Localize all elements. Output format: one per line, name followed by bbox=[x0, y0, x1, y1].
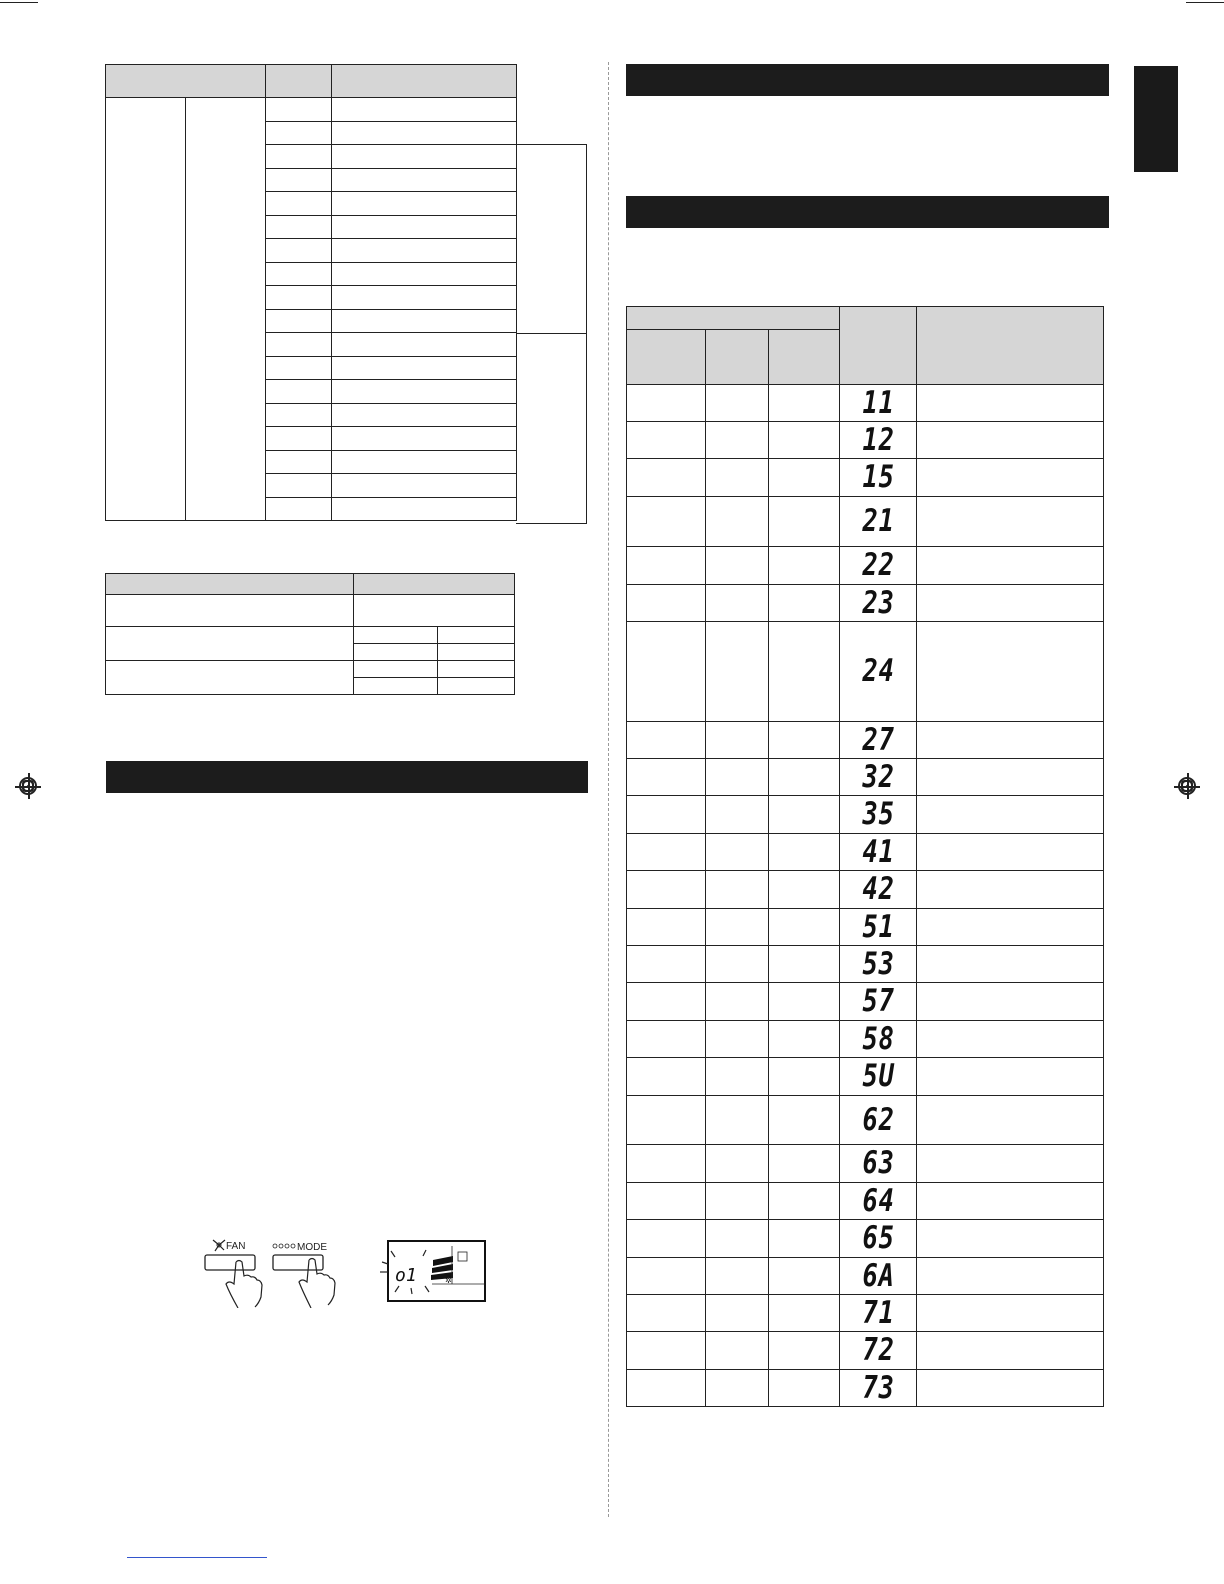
table-cell bbox=[265, 474, 332, 498]
table-cell bbox=[768, 871, 840, 909]
table-cell bbox=[917, 422, 1104, 459]
error-code-display: 6A bbox=[862, 1257, 895, 1294]
table-cell bbox=[265, 333, 332, 357]
table-cell bbox=[768, 722, 840, 759]
table-cell bbox=[627, 1096, 706, 1145]
table-row bbox=[627, 1332, 1104, 1370]
table-cell bbox=[438, 627, 515, 644]
table-cell bbox=[627, 547, 706, 585]
table-row bbox=[627, 1058, 1104, 1096]
function-settings-table bbox=[105, 64, 517, 521]
table-cell bbox=[705, 1183, 768, 1220]
error-code-display: 24 bbox=[862, 653, 895, 689]
section-header-bar-1 bbox=[626, 64, 1109, 96]
table-cell bbox=[705, 622, 768, 722]
error-code-cell bbox=[840, 759, 917, 796]
table-cell bbox=[917, 796, 1104, 834]
table-cell bbox=[705, 547, 768, 585]
table-cell bbox=[768, 547, 840, 585]
table-cell bbox=[438, 678, 515, 695]
setting-value-table bbox=[105, 573, 515, 695]
table-cell bbox=[332, 356, 517, 380]
merged-cell bbox=[106, 98, 186, 521]
error-code-cell bbox=[840, 497, 917, 547]
table-cell bbox=[332, 215, 517, 239]
error-code-display: 72 bbox=[862, 1332, 895, 1368]
error-code-display: 21 bbox=[862, 503, 895, 539]
table-cell bbox=[106, 627, 354, 661]
table-row bbox=[627, 946, 1104, 983]
table-row bbox=[627, 385, 1104, 422]
error-code-cell bbox=[840, 547, 917, 585]
table-cell bbox=[106, 661, 354, 695]
table-cell bbox=[705, 909, 768, 946]
table-cell bbox=[332, 333, 517, 357]
table-cell bbox=[768, 1220, 840, 1258]
table-header-cell bbox=[768, 330, 840, 385]
table-cell bbox=[705, 385, 768, 422]
error-code-cell bbox=[840, 1096, 917, 1145]
table-cell bbox=[265, 192, 332, 216]
error-code-display: 22 bbox=[862, 547, 895, 583]
table-cell bbox=[917, 459, 1104, 497]
table-cell bbox=[917, 1096, 1104, 1145]
error-code-cell bbox=[840, 946, 917, 983]
error-code-cell bbox=[840, 1058, 917, 1096]
table-cell bbox=[627, 422, 706, 459]
column-divider bbox=[608, 62, 609, 1517]
table-cell bbox=[332, 98, 517, 122]
fan-icon bbox=[213, 1240, 225, 1251]
table-cell bbox=[705, 1145, 768, 1183]
table-header-cell bbox=[840, 307, 917, 385]
table-cell bbox=[917, 1145, 1104, 1183]
error-code-table bbox=[626, 306, 1104, 1407]
hand-icon bbox=[299, 1259, 335, 1309]
table-row bbox=[627, 834, 1104, 871]
crop-mark-top-right bbox=[1186, 2, 1224, 3]
table-cell bbox=[917, 1295, 1104, 1332]
table-cell bbox=[705, 1295, 768, 1332]
language-tab bbox=[1134, 66, 1178, 172]
table-cell bbox=[768, 1258, 840, 1295]
error-code-cell bbox=[840, 796, 917, 834]
table-header-cell bbox=[627, 330, 706, 385]
table-cell bbox=[627, 1332, 706, 1370]
table-cell bbox=[768, 1021, 840, 1058]
table-row bbox=[627, 1370, 1104, 1407]
table-cell bbox=[917, 497, 1104, 547]
error-code-cell bbox=[840, 1021, 917, 1058]
table-cell bbox=[627, 722, 706, 759]
table-cell bbox=[354, 595, 515, 627]
table-cell bbox=[332, 380, 517, 404]
table-cell bbox=[705, 983, 768, 1021]
table-cell bbox=[768, 909, 840, 946]
error-code-cell bbox=[840, 1295, 917, 1332]
table-cell bbox=[768, 759, 840, 796]
table-cell bbox=[705, 871, 768, 909]
error-code-display: 73 bbox=[862, 1369, 895, 1406]
table-cell bbox=[627, 622, 706, 722]
table-cell bbox=[917, 946, 1104, 983]
table-cell bbox=[627, 796, 706, 834]
error-code-cell bbox=[840, 1258, 917, 1295]
table-cell bbox=[768, 385, 840, 422]
table-cell bbox=[705, 422, 768, 459]
error-code-display: 65 bbox=[862, 1220, 895, 1256]
table-row bbox=[627, 1220, 1104, 1258]
error-code-display: 15 bbox=[862, 459, 895, 495]
error-code-display: 42 bbox=[862, 871, 895, 907]
table-header-cell bbox=[332, 65, 517, 98]
table-cell bbox=[354, 678, 438, 695]
error-code-cell bbox=[840, 1220, 917, 1258]
error-code-cell bbox=[840, 834, 917, 871]
table-cell bbox=[438, 644, 515, 661]
remote-illustration-svg bbox=[196, 1236, 496, 1308]
table-cell bbox=[265, 145, 332, 169]
table-row bbox=[627, 759, 1104, 796]
error-code-cell bbox=[840, 1370, 917, 1407]
table-cell bbox=[265, 262, 332, 286]
table-cell bbox=[768, 1058, 840, 1096]
error-code-cell bbox=[840, 722, 917, 759]
fan-button[interactable] bbox=[205, 1255, 255, 1270]
table-cell bbox=[332, 474, 517, 498]
table-cell bbox=[265, 239, 332, 263]
table-cell bbox=[768, 983, 840, 1021]
table-cell bbox=[627, 871, 706, 909]
table-cell bbox=[768, 1145, 840, 1183]
table-cell bbox=[265, 380, 332, 404]
table-cell bbox=[705, 1021, 768, 1058]
table-cell bbox=[768, 796, 840, 834]
table-cell bbox=[917, 909, 1104, 946]
table-cell bbox=[627, 759, 706, 796]
error-code-cell bbox=[840, 622, 917, 722]
table-cell bbox=[332, 262, 517, 286]
table-cell bbox=[705, 1058, 768, 1096]
error-code-cell bbox=[840, 871, 917, 909]
table-row bbox=[627, 1183, 1104, 1220]
table-cell bbox=[265, 356, 332, 380]
mode-icons bbox=[273, 1244, 295, 1248]
table-cell bbox=[265, 121, 332, 145]
table-row bbox=[627, 1258, 1104, 1295]
table-cell bbox=[917, 385, 1104, 422]
table-cell bbox=[332, 427, 517, 451]
table-row bbox=[627, 1021, 1104, 1058]
table-cell bbox=[705, 1370, 768, 1407]
table-cell bbox=[768, 834, 840, 871]
table-cell bbox=[705, 585, 768, 622]
table-cell bbox=[917, 1332, 1104, 1370]
table-cell bbox=[627, 1183, 706, 1220]
table-cell bbox=[354, 627, 438, 644]
table-header-cell bbox=[106, 574, 354, 595]
table-cell bbox=[332, 403, 517, 427]
table-cell bbox=[332, 239, 517, 263]
side-group-box-lower bbox=[516, 333, 587, 524]
error-code-display: 57 bbox=[862, 983, 895, 1019]
table-header-cell bbox=[627, 307, 840, 330]
table-cell bbox=[332, 121, 517, 145]
table-cell bbox=[627, 385, 706, 422]
table-cell bbox=[265, 497, 332, 521]
table-cell bbox=[917, 1220, 1104, 1258]
table-cell bbox=[917, 871, 1104, 909]
error-code-display: 71 bbox=[862, 1294, 895, 1331]
table-cell bbox=[265, 309, 332, 333]
table-header-cell bbox=[917, 307, 1104, 385]
table-cell bbox=[627, 1058, 706, 1096]
table-row bbox=[627, 497, 1104, 547]
table-cell bbox=[332, 450, 517, 474]
table-cell bbox=[627, 946, 706, 983]
table-cell bbox=[627, 459, 706, 497]
error-code-cell bbox=[840, 459, 917, 497]
table-cell bbox=[627, 1295, 706, 1332]
table-row bbox=[627, 796, 1104, 834]
table-cell bbox=[705, 834, 768, 871]
table-cell bbox=[106, 595, 354, 627]
table-row bbox=[627, 1295, 1104, 1332]
table-cell bbox=[627, 909, 706, 946]
error-code-cell bbox=[840, 1183, 917, 1220]
table-cell bbox=[768, 946, 840, 983]
table-cell bbox=[768, 497, 840, 547]
error-code-display: 11 bbox=[862, 384, 895, 421]
fan-button-label: FAN bbox=[226, 1241, 246, 1252]
error-code-cell bbox=[840, 422, 917, 459]
table-cell bbox=[917, 722, 1104, 759]
side-group-box-upper bbox=[516, 144, 587, 334]
table-row bbox=[627, 909, 1104, 946]
table-cell bbox=[332, 145, 517, 169]
table-cell bbox=[768, 422, 840, 459]
mode-button-label: MODE bbox=[297, 1242, 327, 1253]
table-cell bbox=[627, 834, 706, 871]
error-code-cell bbox=[840, 1145, 917, 1183]
table-cell bbox=[768, 459, 840, 497]
lcd-code: o1 bbox=[395, 1265, 417, 1286]
table-cell bbox=[265, 286, 332, 310]
table-cell bbox=[917, 1258, 1104, 1295]
error-code-display: 32 bbox=[862, 758, 895, 795]
error-code-display: 64 bbox=[862, 1182, 895, 1219]
table-row bbox=[627, 871, 1104, 909]
table-cell bbox=[265, 168, 332, 192]
table-cell bbox=[332, 309, 517, 333]
table-cell bbox=[627, 1370, 706, 1407]
error-code-cell bbox=[840, 909, 917, 946]
table-cell bbox=[917, 547, 1104, 585]
table-header-cell bbox=[106, 65, 266, 98]
error-code-cell bbox=[840, 983, 917, 1021]
table-cell bbox=[705, 497, 768, 547]
footer-link-underline bbox=[127, 1557, 267, 1558]
table-cell bbox=[917, 585, 1104, 622]
table-row bbox=[627, 422, 1104, 459]
hand-icon bbox=[226, 1261, 262, 1309]
error-code-display: 63 bbox=[862, 1145, 895, 1181]
error-code-display: 35 bbox=[862, 796, 895, 832]
table-cell bbox=[917, 1058, 1104, 1096]
table-cell bbox=[705, 1332, 768, 1370]
table-cell bbox=[265, 403, 332, 427]
table-row bbox=[627, 585, 1104, 622]
table-cell bbox=[917, 1021, 1104, 1058]
error-code-display: 53 bbox=[862, 945, 895, 982]
table-cell bbox=[705, 759, 768, 796]
table-row bbox=[627, 1145, 1104, 1183]
table-cell bbox=[332, 497, 517, 521]
error-code-cell bbox=[840, 585, 917, 622]
table-cell bbox=[768, 622, 840, 722]
table-header-cell bbox=[265, 65, 332, 98]
table-cell bbox=[768, 1332, 840, 1370]
table-cell bbox=[705, 1096, 768, 1145]
table-cell bbox=[627, 1220, 706, 1258]
section-header-bar-left bbox=[106, 761, 588, 793]
table-cell bbox=[438, 661, 515, 678]
registration-mark-left bbox=[19, 777, 37, 795]
table-header-cell bbox=[705, 330, 768, 385]
error-code-display: 5U bbox=[862, 1058, 895, 1094]
table-cell bbox=[705, 796, 768, 834]
table-cell bbox=[265, 98, 332, 122]
table-cell bbox=[705, 1220, 768, 1258]
table-cell bbox=[332, 192, 517, 216]
table-cell bbox=[627, 983, 706, 1021]
table-row bbox=[627, 983, 1104, 1021]
error-code-display: 41 bbox=[862, 833, 895, 870]
remote-illustration bbox=[196, 1236, 496, 1308]
error-code-display: 23 bbox=[862, 584, 895, 621]
table-cell bbox=[627, 585, 706, 622]
crop-mark-top-left bbox=[0, 2, 38, 3]
table-cell bbox=[705, 1258, 768, 1295]
table-cell bbox=[332, 168, 517, 192]
table-cell bbox=[917, 759, 1104, 796]
table-cell bbox=[354, 661, 438, 678]
table-cell bbox=[917, 622, 1104, 722]
registration-mark-right bbox=[1178, 777, 1196, 795]
table-cell bbox=[768, 1295, 840, 1332]
section-header-bar-2 bbox=[626, 196, 1109, 228]
table-cell bbox=[705, 946, 768, 983]
table-cell bbox=[265, 427, 332, 451]
table-cell bbox=[917, 983, 1104, 1021]
table-cell bbox=[917, 834, 1104, 871]
table-row bbox=[627, 547, 1104, 585]
error-code-cell bbox=[840, 1332, 917, 1370]
table-header-cell bbox=[354, 574, 515, 595]
table-cell bbox=[627, 1145, 706, 1183]
table-cell bbox=[768, 1096, 840, 1145]
table-cell bbox=[768, 585, 840, 622]
table-row bbox=[627, 1096, 1104, 1145]
table-cell bbox=[627, 497, 706, 547]
table-cell bbox=[705, 722, 768, 759]
error-code-rows bbox=[627, 385, 1104, 1407]
table-cell bbox=[354, 644, 438, 661]
table-cell bbox=[768, 1183, 840, 1220]
error-code-display: 62 bbox=[862, 1101, 895, 1138]
table-row bbox=[627, 459, 1104, 497]
table-cell bbox=[627, 1258, 706, 1295]
table-cell bbox=[627, 1021, 706, 1058]
table-cell bbox=[265, 215, 332, 239]
table-cell bbox=[332, 286, 517, 310]
error-code-display: 27 bbox=[862, 721, 895, 758]
table-row bbox=[627, 722, 1104, 759]
table-cell bbox=[768, 1370, 840, 1407]
table-cell bbox=[917, 1183, 1104, 1220]
error-code-display: 58 bbox=[862, 1020, 895, 1057]
table-cell bbox=[705, 459, 768, 497]
error-code-display: 51 bbox=[862, 908, 895, 945]
table-row bbox=[627, 622, 1104, 722]
table-cell bbox=[917, 1370, 1104, 1407]
error-code-cell bbox=[840, 385, 917, 422]
merged-cell bbox=[185, 98, 265, 521]
snowflake-icon: ✲ bbox=[445, 1276, 452, 1285]
table-cell bbox=[265, 450, 332, 474]
error-code-display: 12 bbox=[862, 421, 895, 458]
